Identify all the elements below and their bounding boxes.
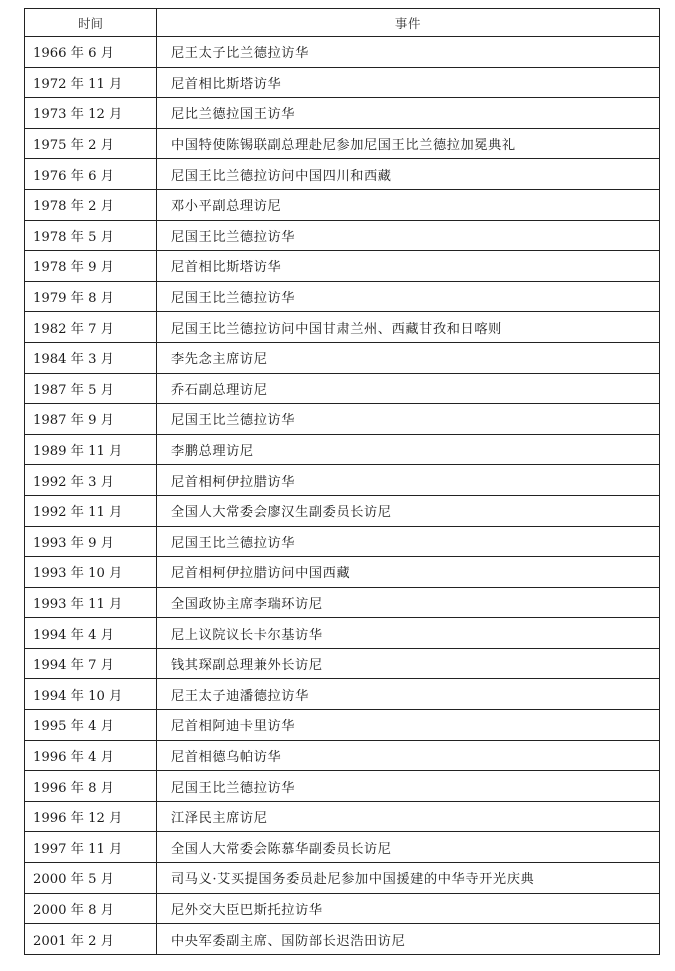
row-event: 尼首相德乌帕访华 (171, 749, 282, 765)
table-row (25, 556, 659, 587)
table-row (25, 831, 659, 862)
table-row (25, 893, 659, 924)
row-time: 1994 年 7 月 (25, 649, 157, 679)
row-event: 尼首相比斯塔访华 (171, 260, 282, 276)
row-time: 1975 年 2 月 (25, 129, 157, 159)
row-event: 尼首相比斯塔访华 (171, 76, 282, 92)
table-row (25, 434, 659, 465)
table-row (25, 281, 659, 312)
row-time: 2000 年 5 月 (25, 863, 157, 893)
row-event: 尼国王比兰德拉访问中国甘肃兰州、西藏甘孜和日喀则 (171, 321, 502, 337)
row-event: 李先念主席访尼 (171, 352, 268, 368)
row-event: 司马义·艾买提国务委员赴尼参加中国援建的中华寺开光庆典 (171, 872, 535, 888)
row-time: 1993 年 10 月 (25, 557, 157, 587)
table-row (25, 617, 659, 648)
row-event: 尼外交大臣巴斯托拉访华 (171, 902, 323, 918)
row-time: 1972 年 11 月 (25, 68, 157, 98)
row-event: 尼上议院议长卡尔基访华 (171, 627, 323, 643)
row-event: 尼国王比兰德拉访华 (171, 229, 296, 245)
table-row (25, 648, 659, 679)
table-row (25, 97, 659, 128)
row-event: 尼国王比兰德拉访问中国四川和西藏 (171, 168, 392, 184)
row-time: 1994 年 10 月 (25, 679, 157, 709)
row-time: 1996 年 8 月 (25, 771, 157, 801)
row-event: 尼国王比兰德拉访华 (171, 535, 296, 551)
table-header-row (25, 9, 659, 36)
table-row (25, 342, 659, 373)
table-row (25, 158, 659, 189)
row-time: 1978 年 9 月 (25, 251, 157, 281)
row-time: 1996 年 4 月 (25, 741, 157, 771)
table-body (25, 36, 659, 954)
row-time: 1996 年 12 月 (25, 802, 157, 832)
row-time: 1994 年 4 月 (25, 618, 157, 648)
row-time: 1987 年 9 月 (25, 404, 157, 434)
row-time: 1978 年 5 月 (25, 221, 157, 251)
row-time: 1966 年 6 月 (25, 37, 157, 67)
table-row (25, 770, 659, 801)
row-time: 2000 年 8 月 (25, 894, 157, 924)
row-event: 尼首相柯伊拉腊访问中国西藏 (171, 566, 351, 582)
row-event: 李鹏总理访尼 (171, 444, 254, 460)
row-time: 1995 年 4 月 (25, 710, 157, 740)
row-event: 尼首相柯伊拉腊访华 (171, 474, 296, 490)
row-event: 尼国王比兰德拉访华 (171, 780, 296, 796)
table-row (25, 587, 659, 618)
row-event: 尼比兰德拉国王访华 (171, 107, 296, 123)
table-row (25, 678, 659, 709)
row-event: 尼国王比兰德拉访华 (171, 413, 296, 429)
row-time: 1984 年 3 月 (25, 343, 157, 373)
visits-table (24, 8, 660, 955)
row-time: 1997 年 11 月 (25, 832, 157, 862)
table-row (25, 526, 659, 557)
row-event: 全国人大常委会陈慕华副委员长访尼 (171, 841, 392, 857)
row-time: 1993 年 11 月 (25, 588, 157, 618)
table-row (25, 862, 659, 893)
table-row (25, 373, 659, 404)
table-row (25, 189, 659, 220)
table-row (25, 464, 659, 495)
row-time: 1976 年 6 月 (25, 159, 157, 189)
row-event: 尼王太子迪潘德拉访华 (171, 688, 309, 704)
row-event: 中国特使陈锡联副总理赴尼参加尼国王比兰德拉加冕典礼 (171, 138, 516, 154)
row-event: 中央军委副主席、国防部长迟浩田访尼 (171, 933, 406, 949)
table-row (25, 220, 659, 251)
row-event: 钱其琛副总理兼外长访尼 (171, 658, 323, 674)
row-time: 1989 年 11 月 (25, 435, 157, 465)
table-row (25, 128, 659, 159)
header-event: 事件 (394, 15, 422, 31)
row-time: 1978 年 2 月 (25, 190, 157, 220)
table-row (25, 250, 659, 281)
table-row (25, 36, 659, 67)
row-time: 2001 年 2 月 (25, 924, 157, 954)
row-event: 尼首相阿迪卡里访华 (171, 719, 296, 735)
row-time: 1987 年 5 月 (25, 374, 157, 404)
table-row (25, 403, 659, 434)
table-row (25, 740, 659, 771)
table-row (25, 801, 659, 832)
row-time: 1973 年 12 月 (25, 98, 157, 128)
table-row (25, 495, 659, 526)
table-row (25, 311, 659, 342)
row-event: 乔石副总理访尼 (171, 382, 268, 398)
row-time: 1979 年 8 月 (25, 282, 157, 312)
row-time: 1993 年 9 月 (25, 527, 157, 557)
row-event: 全国人大常委会廖汉生副委员长访尼 (171, 505, 392, 521)
row-time: 1992 年 11 月 (25, 496, 157, 526)
row-time: 1992 年 3 月 (25, 465, 157, 495)
row-event: 邓小平副总理访尼 (171, 199, 282, 215)
table-row (25, 709, 659, 740)
row-event: 全国政协主席李瑞环访尼 (171, 596, 323, 612)
row-time: 1982 年 7 月 (25, 312, 157, 342)
row-event: 尼王太子比兰德拉访华 (171, 46, 309, 62)
table-row (25, 67, 659, 98)
table-row (25, 923, 659, 954)
row-event: 尼国王比兰德拉访华 (171, 291, 296, 307)
row-event: 江泽民主席访尼 (171, 811, 268, 827)
header-time: 时间 (25, 9, 157, 36)
